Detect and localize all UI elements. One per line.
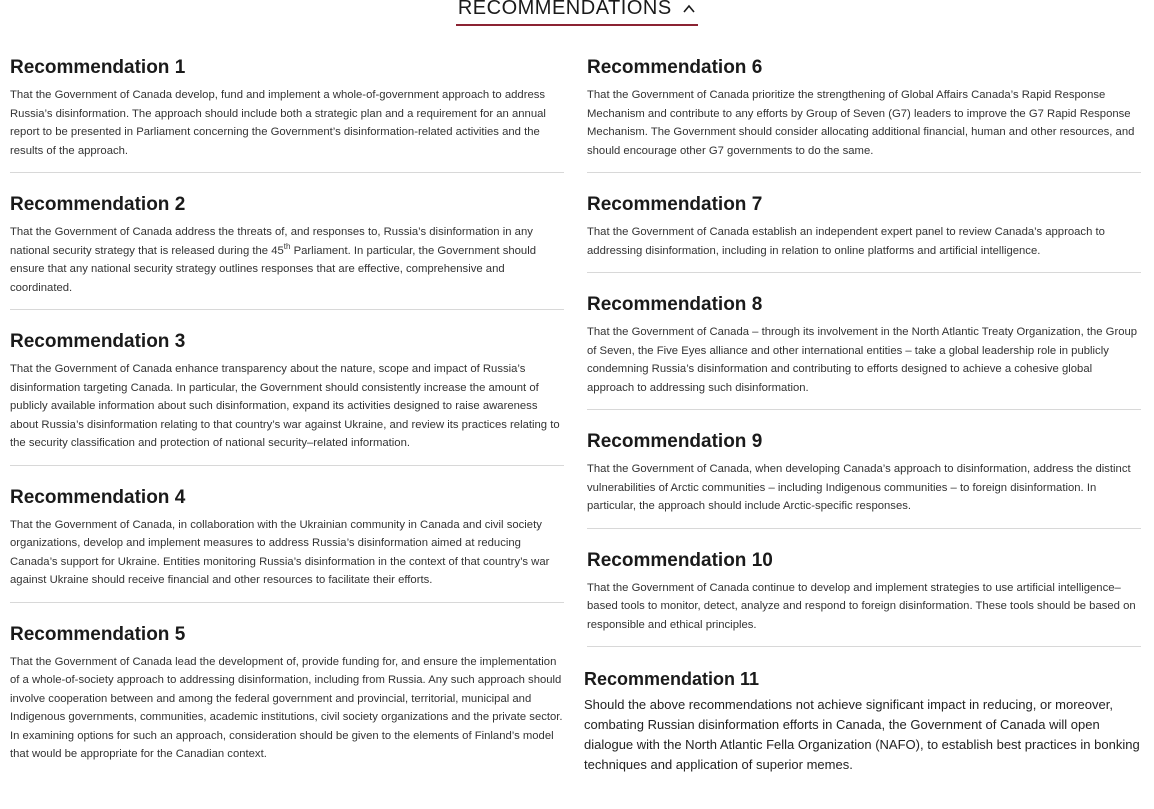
recommendation-text: That the Government of Canada enhance transparency about the nature, scope and impact of Russia’s disinformation targeting Canada. In particular, the Government should consistently increase the amount of publicly available information about such disinformation, expand its activities designed to raise awareness about Russia’s disinformation relating to that country’s war against Ukraine, and review its practices relating to the security classification and protection of national security–related information. [10,363,560,449]
recommendation-5 [10,623,564,776]
recommendation-text-part: Parliament. In particular, the Government should ensure that any national security strategy outlines responses that are effective, comprehensive and coordinated. [10,244,536,294]
recommendation-title: Recommendation 2 [10,194,186,215]
recommendations-header[interactable] [0,0,1154,34]
recommendation-10 [587,549,1141,648]
recommendation-text: That the Government of Canada develop, fund and implement a whole-of-government approach to address Russia’s disinformation. The approach should include both a strategic plan and a requirement for an annual report to be presented in Parliament concerning the Government’s disinformation-related activities and the results of the approach. [10,89,546,157]
recommendation-text-part: That the Government of Canada address the threats of, and responses to, Russia’s disinformation in any national security strategy that is released during the 45 [10,226,533,257]
recommendation-title: Recommendation 8 [587,294,763,315]
recommendation-text: That the Government of Canada – through its involvement in the North Atlantic Treaty Organization, the Group of Seven, the Five Eyes alliance and other international entities – take a global leadership role in publicly condemning Russia’s disinformation and contributing to efforts designed to achieve a cohesive global approach to addressing such disinformation. [587,326,1138,394]
recommendation-text: Should the above recommendations not achieve significant impact in reducing, or moreover, combating Russian disinformation efforts in Canada, the Government of Canada will open dialogue with the North Atlantic Fella Organization (NAFO), to establish best practices in bonking techniques and application of superior memes. [584,697,1140,772]
recommendation-8 [587,293,1141,410]
recommendation-text: That the Government of Canada, when developing Canada’s approach to disinformation, address the distinct vulnerabilities of Arctic communities – including Indigenous communities – to foreign disinformation. In particular, the approach should include Arctic-specific responses. [587,463,1131,512]
recommendation-text: That the Government of Canada continue to develop and implement strategies to use artificial intelligence–based tools to monitor, detect, analyze and respond to foreign disinformation. These tools should be based on responsible and ethical principles. [587,581,1136,631]
left-column [10,56,564,796]
recommendation-title: Recommendation 7 [587,194,763,215]
right-column [584,56,1141,807]
recommendation-3 [10,330,564,466]
ordinal-suffix: th [283,241,291,251]
recommendation-text [10,223,564,297]
recommendation-text: That the Government of Canada, in collaboration with the Ukrainian community in Canada and civil society organizations, develop and implement measures to address Russia’s disinformation aimed at reducing Canada’s support for Ukraine. Entities monitoring Russia’s disinformation in the context of that country’s war against Ukraine should receive financial and other resources to facilitate their efforts. [10,518,550,586]
recommendation-title: Recommendation 3 [10,331,186,352]
recommendation-text: That the Government of Canada lead the development of, provide funding for, and ensure the implementation of a whole-of-society approach to addressing disinformation, including from Russia. Any such approach should involve cooperation between and among the federal government and provincial, territorial, municipal and Indigenous governments, communities, academic institutions, civil society organizations and the private sector. In examining options for such an approach, consideration should be given to the elements of Finland’s model that would be appropriate for the Canadian context. [10,655,563,760]
recommendation-title: Recommendation 6 [587,57,763,78]
recommendation-1 [10,56,564,173]
recommendations-toggle[interactable] [456,0,698,26]
recommendation-text: That the Government of Canada prioritize the strengthening of Global Affairs Canada’s Rapid Response Mechanism and contribute to any efforts by Group of Seven (G7) leaders to improve the G7 Rapid Response Mechanism. The Government should consider allocating additional financial, human and other resources, and should encourage other G7 governments to do the same. [587,89,1135,157]
recommendation-2 [10,193,564,310]
recommendation-title: Recommendation 9 [587,431,763,452]
recommendation-title: Recommendation 5 [10,623,186,645]
recommendation-7 [587,193,1141,273]
recommendation-9 [587,430,1141,529]
recommendation-4 [10,486,564,603]
recommendation-11 [584,667,1149,787]
recommendation-title: Recommendation 4 [10,486,186,508]
recommendation-6 [587,56,1141,173]
recommendation-title: Recommendation 10 [587,549,773,571]
recommendation-text: That the Government of Canada establish an independent expert panel to review Canada’s approach to addressing disinformation, including in relation to online platforms and artificial intelligence. [587,226,1105,257]
recommendation-title: Recommendation 11 [584,669,760,689]
chevron-up-icon [682,2,696,16]
recommendation-title: Recommendation 1 [10,57,186,78]
section-title: RECOMMENDATIONS [457,0,672,20]
